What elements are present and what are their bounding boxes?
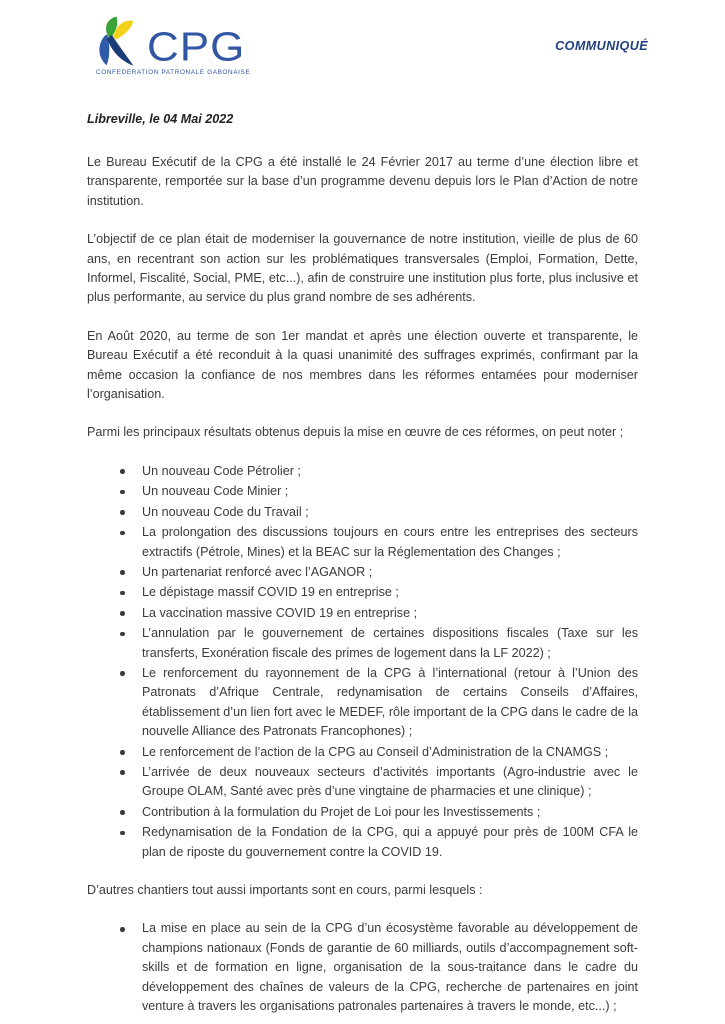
list-item-text: L’annulation par le gouvernement de certaines dispositions fiscales (Taxe sur les transferts, Exonération fiscale des primes de logement dans la LF 2022) ; <box>142 626 638 660</box>
paragraph-objectif: L’objectif de ce plan était de moderniser la gouvernance de notre institution, vieille de plus de 60 ans, en recentrant son action sur les problématiques transversales (Emploi, Formation, Dette, Informel, Fiscalité, Social, PME, etc...), afin de construire une institution plus forte, plus inclusive et plus performante, au service du plus grand nombre de ses adhérents. <box>87 232 638 305</box>
list-item-text: Un partenariat renforcé avec l’AGANOR ; <box>142 564 373 579</box>
list-item <box>87 503 638 522</box>
document-type-label: COMMUNIQUÉ <box>555 39 648 53</box>
list-item <box>87 523 638 562</box>
list-item-text: Un nouveau Code Minier ; <box>142 484 289 499</box>
list-item-text: Un nouveau Code Pétrolier ; <box>142 463 301 478</box>
list-item-text: Le renforcement du rayonnement de la CPG à l’international (retour à l’Union des Patronats d’Afrique Centrale, redynamisation de certains Conseils d’Affaires, établissement d’un lien fort avec le MEDEF, rôle important de la CPG dans le cadre de la nouvelle Alliance des Patronats Francophones) ; <box>142 665 638 739</box>
paragraph-installation: Le Bureau Exécutif de la CPG a été installé le 24 Février 2017 au terme d’une élection libre et transparente, remportée sur la base d’un programme devenu depuis lors le Plan d’Action de notre institution. <box>87 155 638 208</box>
list-item <box>87 482 638 501</box>
paragraph-reelection: En Août 2020, au terme de son 1er mandat et après une élection ouverte et transparente, le Bureau Exécutif a été reconduit à la quasi unanimité des suffrages exprimés, confirmant par la même occasion la confiance de nos membres dans les réformes entamées pour moderniser l’organisation. <box>87 328 638 402</box>
list-item-text: Un nouveau Code du Travail ; <box>142 504 309 519</box>
cpg-logo <box>95 16 245 68</box>
logo-acronym: CPG <box>147 24 246 70</box>
list-item <box>87 919 638 1016</box>
cpg-leaves-icon <box>95 16 145 68</box>
list-item <box>87 462 638 481</box>
list-item <box>87 743 638 762</box>
list-item <box>87 763 638 802</box>
dateline: Libreville, le 04 Mai 2022 <box>87 112 234 126</box>
list-item <box>87 583 638 602</box>
ongoing-list <box>87 919 638 1016</box>
list-item-text: Contribution à la formulation du Projet de Loi pour les Investissements ; <box>142 804 541 819</box>
list-item-text: La vaccination massive COVID 19 en entreprise ; <box>142 605 418 620</box>
paragraph-chantiers-intro: D’autres chantiers tout aussi importants sont en cours, parmi lesquels : <box>87 883 483 897</box>
results-list <box>87 462 638 862</box>
list-item-text: Le dépistage massif COVID 19 en entreprise ; <box>142 585 399 600</box>
list-item-text: L’arrivée de deux nouveaux secteurs d’activités importants (Agro-industrie avec le Groupe OLAM, Santé avec près d’une vingtaine de pharmacies et une clinique) ; <box>142 764 638 799</box>
list-item-text: La mise en place au sein de la CPG d’un écosystème favorable au développement de champions nationaux (Fonds de garantie de 60 milliards, outils d’accompagnement soft-skills et de formation en ligne, organisation de la sous-traitance dans le cadre du développement des chaînes de valeurs de la CPG, recherche de partenaires en joint venture à travers les organisations patronales partenaires à travers le monde, etc...) ; <box>142 921 638 1014</box>
list-item-text: Le renforcement de l’action de la CPG au Conseil d’Administration de la CNAMGS ; <box>142 744 609 759</box>
list-item <box>87 624 638 663</box>
list-item <box>87 664 638 742</box>
paragraph-resultats-intro: Parmi les principaux résultats obtenus depuis la mise en œuvre de ces réformes, on peut noter ; <box>87 425 624 440</box>
document-body <box>87 112 638 1024</box>
logo-subtitle: CONFEDERATION PATRONALE GABONAISE <box>96 69 251 76</box>
list-item <box>87 604 638 623</box>
list-item <box>87 803 638 822</box>
list-item <box>87 563 638 582</box>
list-item <box>87 823 638 862</box>
list-item-text: La prolongation des discussions toujours en cours entre les entreprises des secteurs extractifs (Pétrole, Mines) et la BEAC sur la Réglementation des Changes ; <box>142 525 638 559</box>
list-item-text: Redynamisation de la Fondation de la CPG, qui a appuyé pour près de 100M CFA le plan de riposte du gouvernement contre la COVID 19. <box>142 825 638 859</box>
